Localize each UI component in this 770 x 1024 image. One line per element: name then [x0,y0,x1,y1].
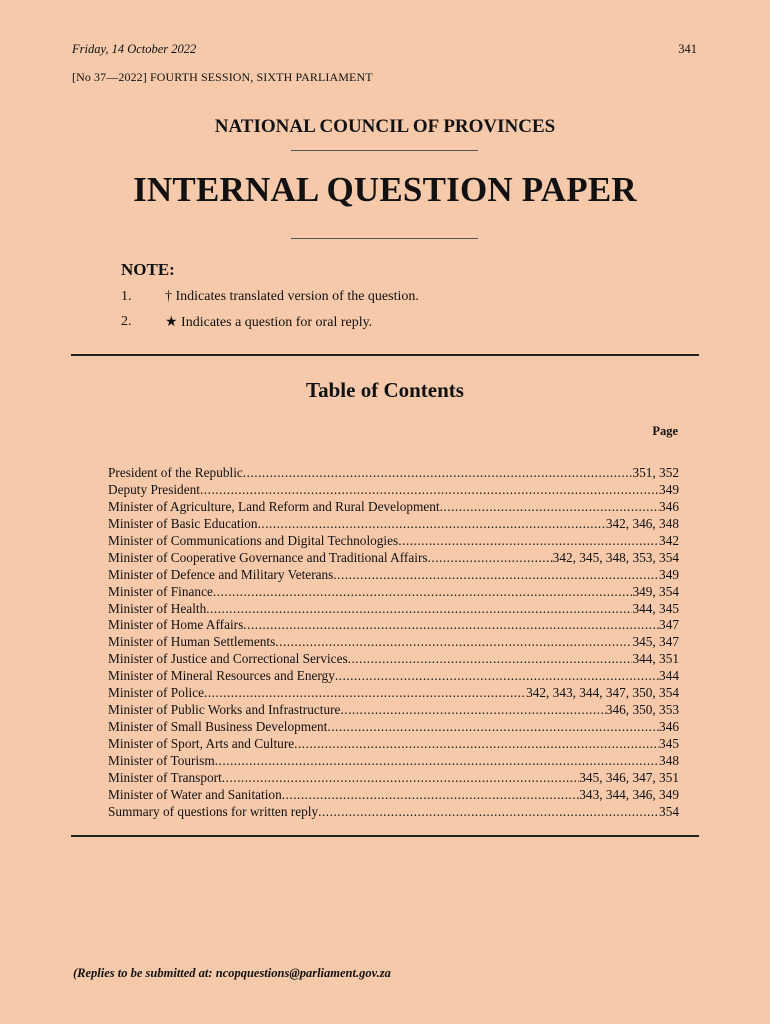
toc-entry [108,465,679,482]
toc-leader-dots [327,719,659,736]
toc-entry [108,719,679,736]
toc-leader-dots [243,617,659,634]
section-divider [71,835,699,837]
toc-entry-pages: 342, 343, 344, 347, 350, 354 [526,685,679,701]
toc-entry-label: Minister of Mineral Resources and Energy [108,668,335,684]
divider-top [291,150,478,151]
toc-entry-pages: 346 [659,498,679,514]
toc-entry-pages: 345, 347 [632,634,679,650]
toc-leader-dots [428,550,553,567]
section-divider [71,354,699,356]
toc-entry [108,533,679,550]
toc-entry-pages: 342 [659,532,679,548]
toc-entry-label: Minister of Small Business Development [108,719,328,735]
toc-leader-dots [318,804,659,821]
toc-entry-pages: 351, 352 [632,465,679,480]
toc-entry-label: Minister of Public Works and Infrastructure [108,702,341,718]
toc-entry-pages: 354 [659,803,679,819]
toc-entry [108,617,679,634]
toc-entry-label: Minister of Justice and Correctional Services [108,651,348,667]
toc-entry [108,753,679,770]
toc-leader-dots [333,567,659,584]
toc-entry-label: Deputy President [108,481,200,497]
toc-entry-pages: 344, 351 [632,651,679,667]
note-item-number: 2. [121,314,132,329]
toc-entry-pages: 348 [659,752,679,768]
toc-entry [108,804,679,821]
page-number: 341 [678,42,697,56]
note-item-text: † Indicates translated version of the question. [165,289,419,304]
toc-entry [108,550,679,567]
toc-entry-label: Minister of Human Settlements [108,634,276,650]
toc-entry-pages: 349 [659,566,679,582]
toc-entry [108,651,679,668]
toc-entry [108,770,679,787]
toc-entry-pages: 349, 354 [632,583,679,599]
toc-leader-dots [440,499,659,516]
toc-entry [108,567,679,584]
reply-instructions: (Replies to be submitted at: ncopquestions@parliament.gov.za [73,966,391,980]
toc-entry [108,516,679,533]
toc-entry [108,584,679,601]
toc-leader-dots [340,702,605,719]
toc-entry-label: Minister of Cooperative Governance and Traditional Affairs [108,549,428,565]
toc-entry-pages: 345 [659,736,679,751]
toc-entry-label: Minister of Health [108,600,207,616]
toc-leader-dots [398,533,659,550]
toc-entry-label: Minister of Sport, Arts and Culture [108,736,295,751]
toc-entry-label: Minister of Police [108,685,205,701]
session-line: [No 37—2022] FOURTH SESSION, SIXTH PARLIAMENT [72,70,373,84]
toc-heading: Table of Contents [306,378,464,402]
toc-entry-label: Summary of questions for written reply [108,803,319,819]
toc-entry [108,482,679,499]
toc-entry-label: Minister of Basic Education [108,515,258,531]
page-title: INTERNAL QUESTION PAPER [133,170,637,209]
toc-entry-pages: 349 [659,481,679,497]
toc-entry-pages: 345, 346, 347, 351 [579,769,679,785]
toc-leader-dots [243,465,633,482]
toc-entry [108,702,679,719]
toc-leader-dots [215,753,659,770]
toc-entry-pages: 344, 345 [632,600,679,616]
note-heading: NOTE: [121,260,175,279]
toc-leader-dots [222,770,579,787]
toc-entry [108,634,679,651]
toc-leader-dots [206,601,632,618]
toc-entry-label: Minister of Tourism [108,752,215,768]
divider-below-title [291,238,478,239]
toc-entry-label: President of the Republic [108,465,243,480]
toc-page-column-label: Page [652,424,678,438]
toc-entry-label: Minister of Finance [108,583,213,599]
toc-entry-label: Minister of Communications and Digital Technologies [108,532,399,548]
toc-entry-pages: 342, 346, 348 [605,515,679,531]
toc-entry [108,736,679,753]
note-item-number: 1. [121,289,132,304]
toc-entry [108,499,679,516]
toc-leader-dots [204,685,526,702]
toc-entry-pages: 344 [659,668,679,684]
toc-leader-dots [275,634,632,651]
issue-date: Friday, 14 October 2022 [72,42,197,56]
toc-leader-dots [200,482,659,499]
toc-leader-dots [213,584,633,601]
toc-entry [108,685,679,702]
note-item [121,314,372,331]
toc-entry-label: Minister of Home Affairs [108,617,244,633]
toc-entry-pages: 342, 345, 348, 353, 354 [552,549,679,565]
toc-entry-pages: 346, 350, 353 [605,702,679,718]
toc-entry-pages: 343, 344, 346, 349 [579,786,679,802]
council-heading: NATIONAL COUNCIL OF PROVINCES [214,116,556,137]
toc-entry-label: Minister of Agriculture, Land Reform and Rural Development [108,498,440,514]
toc-entry-pages: 346 [659,719,679,735]
toc-leader-dots [282,787,580,804]
toc-leader-dots [258,516,606,533]
toc-entry [108,601,679,618]
toc-leader-dots [348,651,633,668]
toc-entry-pages: 347 [659,617,679,633]
note-item-text: ★ Indicates a question for oral reply. [165,315,373,330]
note-item [121,289,419,305]
toc-entry [108,787,679,804]
toc-entry-label: Minister of Transport [108,769,222,785]
table-of-contents [108,465,679,821]
toc-leader-dots [335,668,659,685]
toc-leader-dots [294,736,659,753]
toc-entry-label: Minister of Water and Sanitation [108,786,282,802]
toc-entry [108,668,679,685]
toc-entry-label: Minister of Defence and Military Veterans [108,566,334,582]
